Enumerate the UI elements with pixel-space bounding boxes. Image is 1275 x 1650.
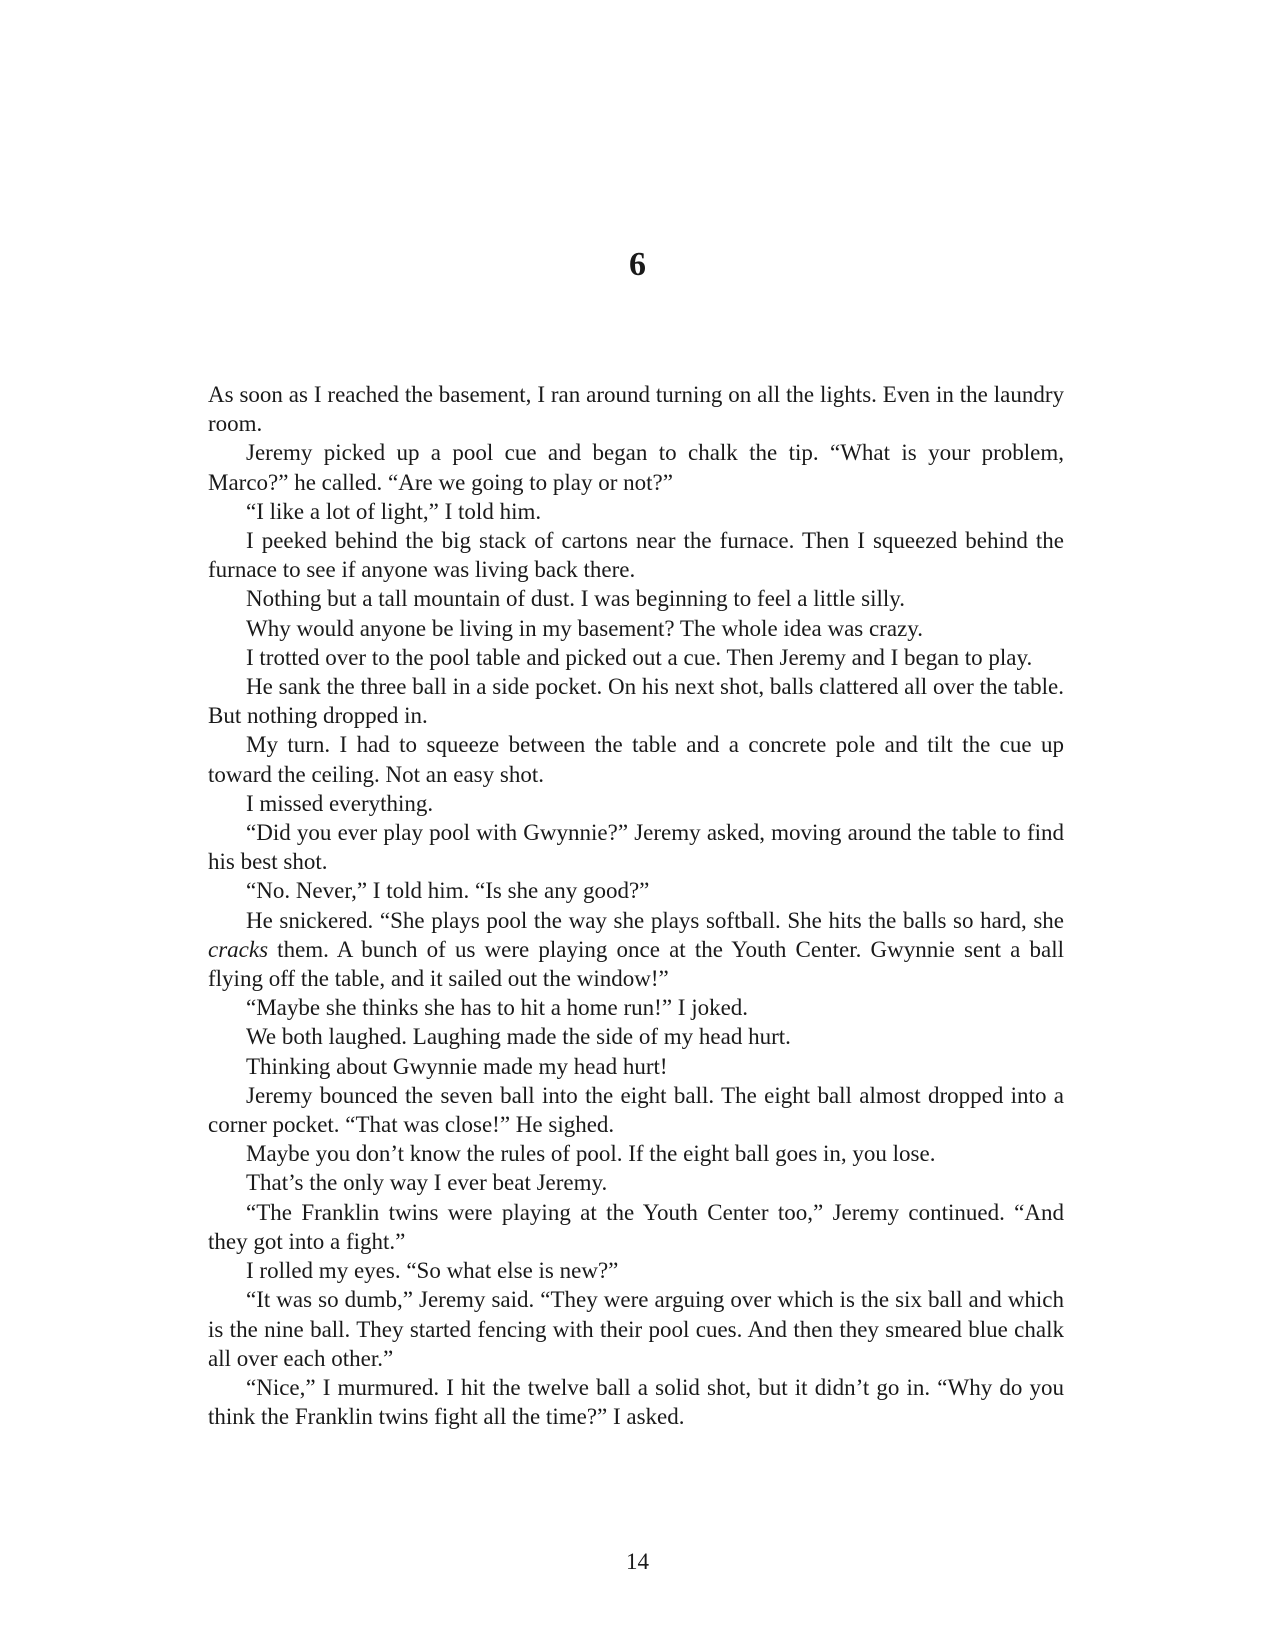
paragraph: I rolled my eyes. “So what else is new?” — [246, 1258, 619, 1284]
paragraph: I missed everything. — [246, 790, 434, 816]
paragraph: Why would anyone be living in my basement? The whole idea was crazy. — [246, 615, 924, 641]
paragraph: “It was so dumb,” Jeremy said. “They were arguing over which is the six ball and which is the nine ball. They started fencing with their pool cues. And then they smeared blue chalk all over each other.” — [208, 1287, 1064, 1371]
paragraph: Jeremy bounced the seven ball into the eight ball. The eight ball almost dropped into a corner pocket. “That was close!” He sighed. — [208, 1082, 1064, 1138]
paragraph: Thinking about Gwynnie made my head hurt! — [246, 1053, 668, 1079]
paragraph: “No. Never,” I told him. “Is she any good?” — [246, 878, 650, 904]
body-text — [208, 380, 1064, 1431]
chapter-number: 6 — [629, 246, 646, 283]
paragraph: Maybe you don’t know the rules of pool. If the eight ball goes in, you lose. — [246, 1141, 936, 1167]
paragraph: As soon as I reached the basement, I ran around turning on all the lights. Even in the laundry room. — [208, 382, 1064, 437]
paragraph: My turn. I had to squeeze between the table and a concrete pole and tilt the cue up toward the ceiling. Not an easy shot. — [208, 732, 1064, 787]
paragraph — [208, 906, 1064, 994]
paragraph-text: them. A bunch of us were playing once at the Youth Center. Gwynnie sent a ball flying off the table, and it sailed out the window!” — [208, 936, 1064, 992]
paragraph: He sank the three ball in a side pocket. On his next shot, balls clattered all over the table. But nothing dropped in. — [208, 674, 1064, 729]
paragraph: “Nice,” I murmured. I hit the twelve ball a solid shot, but it didn’t go in. “Why do you think the Franklin twins fight all the time?” I asked. — [208, 1374, 1064, 1430]
emphasis-text: cracks — [208, 936, 269, 962]
paragraph-text: He snickered. “She plays pool the way she plays softball. She hits the balls so hard, she — [246, 907, 1064, 933]
paragraph: Jeremy picked up a pool cue and began to chalk the tip. “What is your problem, Marco?” he called. “Are we going to play or not?” — [208, 440, 1064, 495]
paragraph: “The Franklin twins were playing at the Youth Center too,” Jeremy continued. “And they got into a fight.” — [208, 1199, 1064, 1254]
paragraph: That’s the only way I ever beat Jeremy. — [246, 1170, 608, 1196]
paragraph: I peeked behind the big stack of cartons near the furnace. Then I squeezed behind the furnace to see if anyone was living back there. — [208, 528, 1064, 583]
paragraph: “Maybe she thinks she has to hit a home run!” I joked. — [246, 995, 749, 1021]
page-number: 14 — [626, 1549, 649, 1574]
paragraph: I trotted over to the pool table and picked out a cue. Then Jeremy and I began to play. — [246, 644, 1033, 670]
paragraph: “I like a lot of light,” I told him. — [246, 498, 542, 524]
paragraph: Nothing but a tall mountain of dust. I was beginning to feel a little silly. — [246, 586, 906, 612]
paragraph: We both laughed. Laughing made the side of my head hurt. — [246, 1024, 791, 1050]
paragraph: “Did you ever play pool with Gwynnie?” Jeremy asked, moving around the table to find his best shot. — [208, 820, 1064, 875]
